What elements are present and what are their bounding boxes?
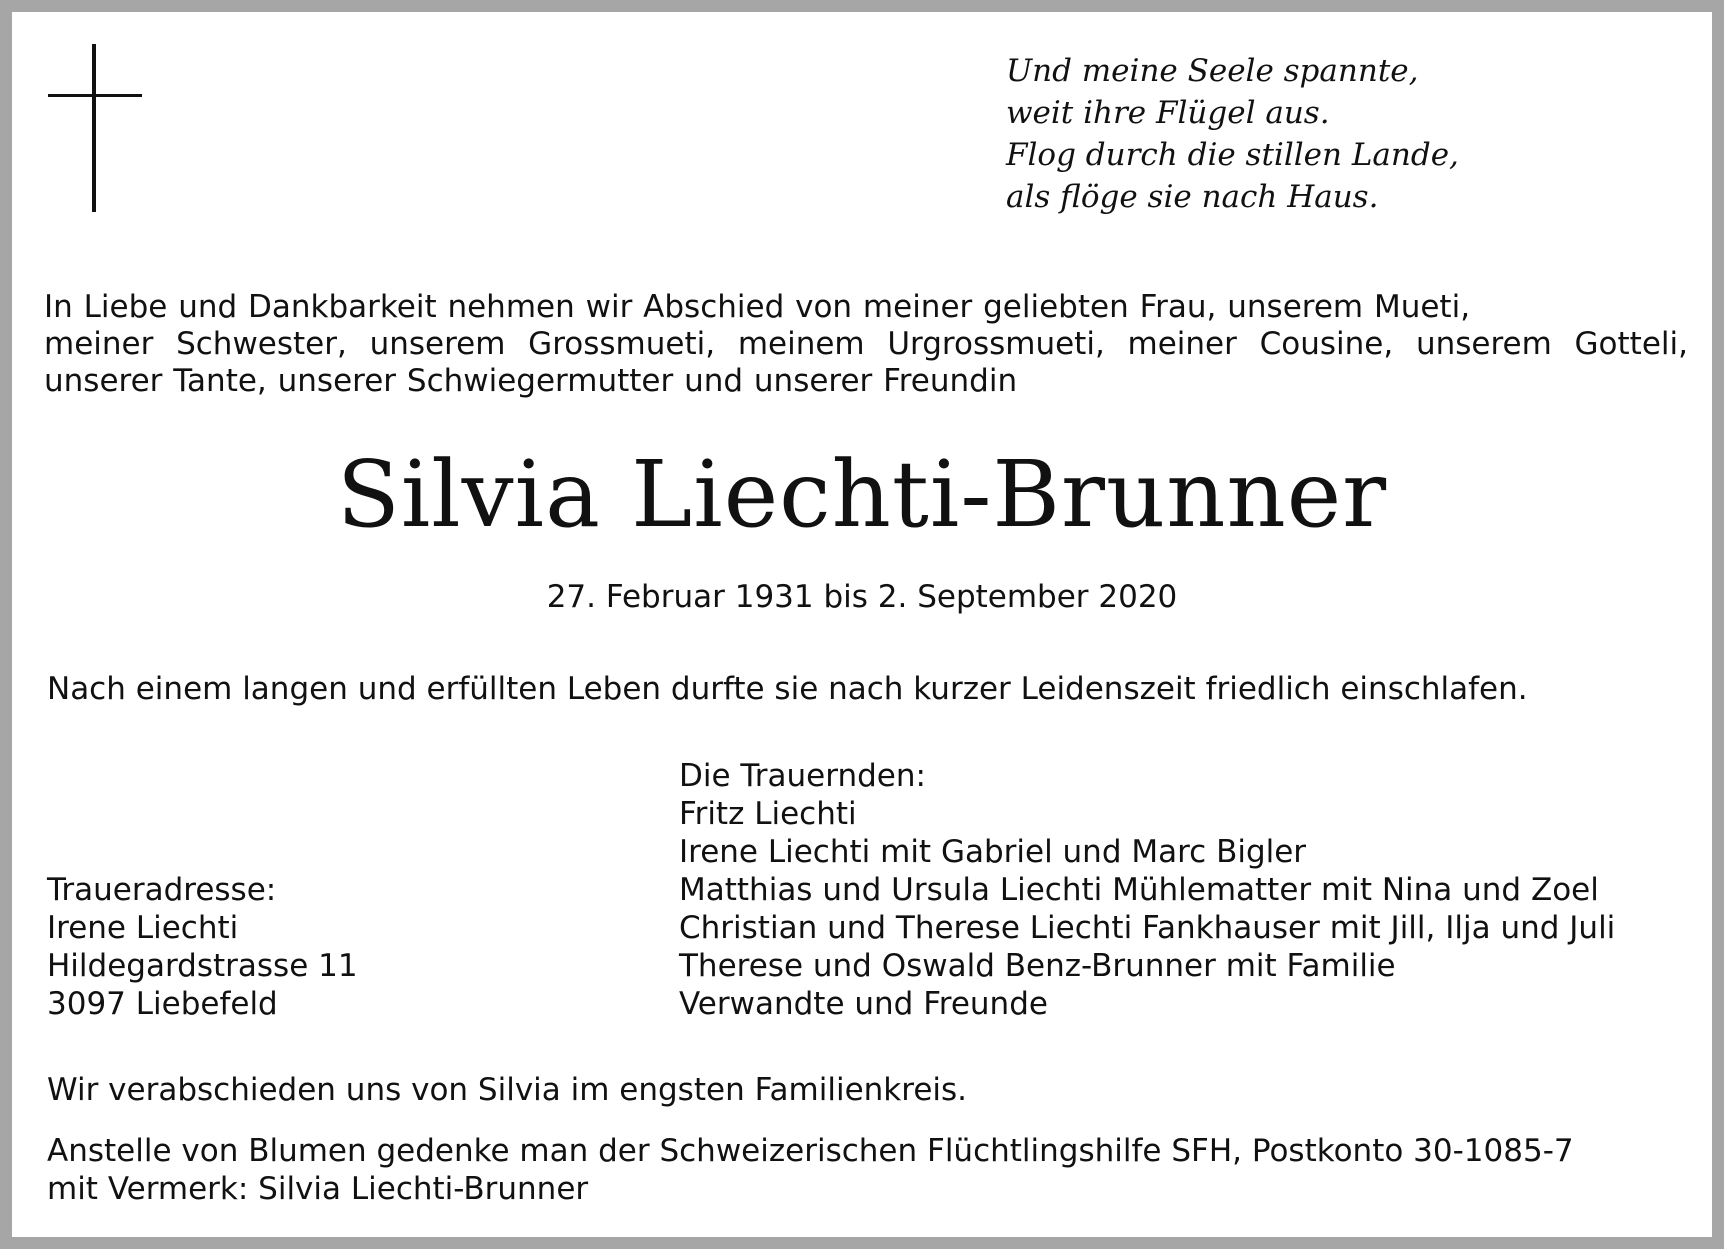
address-street: Hildegardstrasse 11 — [47, 948, 358, 984]
intro-text — [44, 289, 1688, 400]
donation-note — [47, 1132, 1574, 1208]
mourners-list — [679, 757, 1615, 1023]
mourning-address — [47, 871, 358, 1023]
poem — [1006, 50, 1459, 218]
address-heading: Traueradresse: — [47, 872, 277, 908]
mourner-entry: Therese und Oswald Benz-Brunner mit Familie — [679, 948, 1396, 984]
mourner-entry: Irene Liechti mit Gabriel und Marc Bigler — [679, 834, 1307, 870]
poem-line: weit ihre Flügel aus. — [1006, 95, 1330, 131]
poem-line: Flog durch die stillen Lande, — [1006, 137, 1459, 173]
cross-vertical-bar — [92, 44, 96, 212]
donation-line: Anstelle von Blumen gedenke man der Schweizerischen Flüchtlingshilfe SFH, Postkonto 30-1085-7 — [47, 1133, 1574, 1169]
cross-horizontal-bar — [48, 94, 142, 97]
mourner-entry: Matthias und Ursula Liechti Mühlematter mit Nina und Zoel — [679, 872, 1599, 908]
life-dates: 27. Februar 1931 bis 2. September 2020 — [546, 579, 1178, 615]
cross-icon — [48, 44, 142, 212]
closing-statement: Nach einem langen und erfüllten Leben durfte sie nach kurzer Leidenszeit friedlich einschlafen. — [47, 671, 1528, 707]
mourners-heading: Die Trauernden: — [679, 758, 926, 794]
address-city: 3097 Liebefeld — [47, 986, 278, 1022]
intro-line: unserer Tante, unserer Schwiegermutter und unserer Freundin — [44, 363, 1018, 399]
address-name: Irene Liechti — [47, 910, 239, 946]
donation-line: mit Vermerk: Silvia Liechti-Brunner — [47, 1171, 589, 1207]
mourner-entry: Verwandte und Freunde — [679, 986, 1048, 1022]
intro-line: In Liebe und Dankbarkeit nehmen wir Abschied von meiner geliebten Frau, unserem Mueti, — [44, 289, 1471, 325]
farewell-note: Wir verabschieden uns von Silvia im engsten Familienkreis. — [47, 1072, 968, 1108]
mourner-entry: Fritz Liechti — [679, 796, 857, 832]
mourner-entry: Christian und Therese Liechti Fankhauser mit Jill, Ilja und Juli — [679, 910, 1616, 946]
poem-line: als flöge sie nach Haus. — [1006, 179, 1379, 215]
poem-line: Und meine Seele spannte, — [1006, 53, 1419, 89]
deceased-name: Silvia Liechti-Brunner — [336, 441, 1388, 548]
intro-line: meiner Schwester, unserem Grossmueti, meinem Urgrossmueti, meiner Cousine, unserem Gotteli, — [44, 326, 1688, 362]
